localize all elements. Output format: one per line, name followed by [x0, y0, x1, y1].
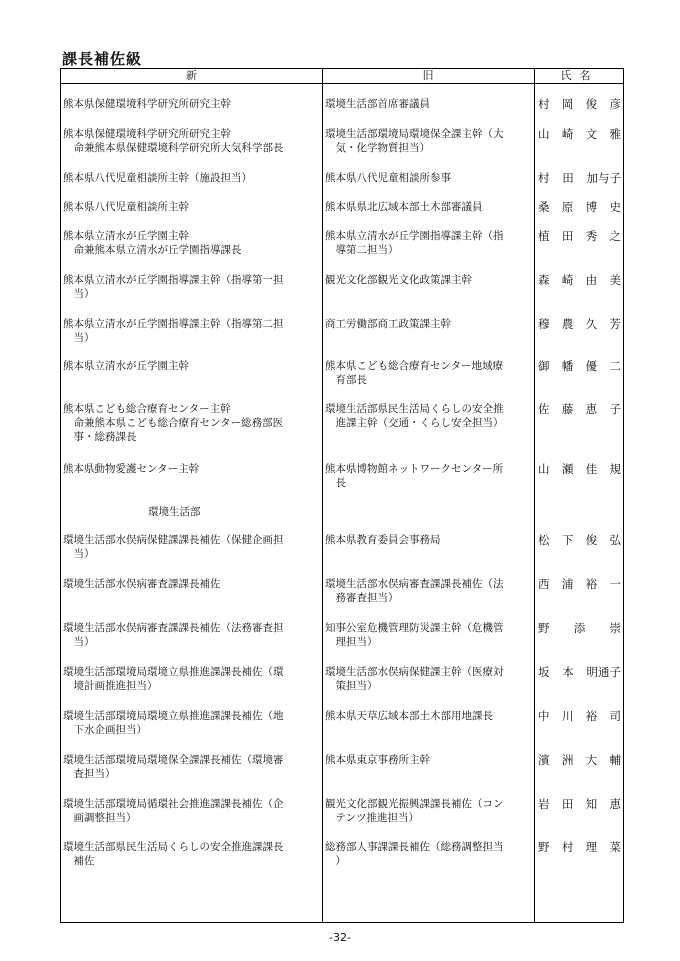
- cell-new-position: 熊本県こども総合療育センター主幹 命兼熊本県こども総合療育センター総務部医 事・総務課長: [63, 403, 284, 443]
- cell-new-position: 環境生活部水俣病審査課課長補佐（法務審査担 当）: [63, 622, 284, 648]
- cell-old-position: 熊本県教育委員会事務局: [325, 534, 441, 546]
- cell-old-position: 熊本県東京事務所主幹: [325, 754, 430, 766]
- name-part: 久: [585, 317, 598, 331]
- name-part: 秀: [585, 229, 598, 243]
- name-part: 之: [609, 229, 621, 243]
- name-part: 岩: [538, 797, 550, 811]
- name-part: 芳: [609, 317, 621, 331]
- cell-new-position: 環境生活部県民生活局くらしの安全推進課課長 補佐: [63, 841, 284, 867]
- name-part: 山: [538, 127, 550, 141]
- cell-person-name: [538, 665, 621, 679]
- name-part: 文: [585, 127, 598, 141]
- name-part: 佐: [538, 402, 550, 416]
- name-part: 一: [609, 577, 621, 591]
- cell-person-name: [538, 462, 621, 476]
- personnel-table: [60, 68, 624, 923]
- name-part: 田: [561, 229, 574, 243]
- cell-new-position: 環境生活部環境局環境立県推進課課長補佐（環 境計画推進担当）: [63, 666, 284, 692]
- name-part: 裕: [585, 577, 598, 591]
- name-part: 俊: [585, 97, 598, 111]
- cell-old-position: 熊本県こども総合療育センター地域療 育部長: [325, 360, 504, 386]
- name-part: 西: [538, 577, 550, 591]
- cell-person-name: [538, 97, 621, 111]
- cell-person-name: [538, 840, 621, 854]
- cell-old-position: 環境生活部県民生活局くらしの安全推 進課主幹（交通・くらし安全担当）: [325, 403, 504, 429]
- name-part: 崎: [561, 273, 574, 287]
- cell-new-position: 熊本県保健環境科学研究所研究主幹: [63, 98, 231, 110]
- name-part: 彦: [609, 97, 621, 111]
- name-part: 明通子: [586, 665, 621, 679]
- name-part: 輔: [609, 753, 621, 767]
- cell-person-name: [538, 171, 621, 185]
- cell-person-name: [538, 577, 621, 591]
- cell-old-position: 環境生活部環境局環境保全課主幹（大 気・化学物質担当）: [325, 128, 504, 154]
- cell-new-position: 熊本県立清水が丘学園指導課主幹（指導第二担 当）: [63, 318, 284, 344]
- cell-person-name: [538, 317, 621, 331]
- cell-old-position: 環境生活部首席審議員: [325, 98, 430, 110]
- name-part: 優: [585, 359, 598, 373]
- name-part: 田: [561, 797, 574, 811]
- cell-person-name: [538, 709, 621, 723]
- name-part: 洲: [561, 753, 574, 767]
- name-part: 野: [538, 840, 550, 854]
- name-part: 岡: [561, 97, 574, 111]
- name-part: 崎: [561, 127, 574, 141]
- name-part: 瀬: [561, 462, 574, 476]
- name-part: 農: [561, 317, 574, 331]
- name-part: 大: [585, 753, 598, 767]
- name-part: 川: [561, 709, 574, 723]
- name-part: 裕: [585, 709, 598, 723]
- name-part: 村: [561, 840, 574, 854]
- name-part: 浦: [561, 577, 574, 591]
- name-part: 藤: [561, 402, 574, 416]
- name-part: 由: [585, 273, 598, 287]
- cell-person-name: [538, 533, 621, 547]
- name-part: 森: [538, 273, 550, 287]
- cell-person-name: [538, 273, 621, 287]
- name-part: 司: [609, 709, 621, 723]
- name-part: 濱: [538, 753, 550, 767]
- cell-old-position: 観光文化部観光振興課課長補佐（コン テンツ推進担当）: [325, 798, 504, 824]
- cell-old-position: 熊本県立清水が丘学園指導課主幹（指 導第二担当）: [325, 230, 504, 256]
- cell-old-position: 熊本県八代児童相談所参事: [325, 172, 451, 184]
- name-part: 桑: [538, 200, 550, 214]
- cell-new-position: 環境生活部環境局環境保全課課長補佐（環境審 査担当）: [63, 754, 284, 780]
- cell-new-position: 環境生活部水俣病保健課課長補佐（保健企画担 当）: [63, 534, 284, 560]
- cell-person-name: [538, 402, 621, 416]
- cell-new-position: 環境生活部環境局環境立県推進課課長補佐（地 下水企画担当）: [63, 710, 284, 736]
- name-part: 佳: [585, 462, 598, 476]
- cell-old-position: 観光文化部観光文化政策課主幹: [325, 274, 472, 286]
- cell-new-position: 熊本県八代児童相談所主幹（施設担当）: [63, 172, 252, 184]
- cell-new-position: 熊本県保健環境科学研究所研究主幹 命兼熊本県保健環境科学研究所大気科学部長: [63, 128, 284, 154]
- cell-new-position: 熊本県立清水が丘学園指導課主幹（指導第一担 当）: [63, 274, 284, 300]
- name-part: 知: [585, 797, 598, 811]
- column-divider: [322, 69, 323, 922]
- name-part: 規: [609, 462, 621, 476]
- name-part: 博: [585, 200, 598, 214]
- name-part: 村: [538, 171, 550, 185]
- cell-old-position: 熊本県天草広域本部土木部用地課長: [325, 710, 493, 722]
- section-header: 環境生活部: [148, 506, 201, 518]
- cell-new-position: 熊本県立清水が丘学園主幹: [63, 360, 189, 372]
- name-part: 子: [609, 402, 621, 416]
- cell-old-position: 熊本県県北広域本部土木部審議員: [325, 201, 483, 213]
- cell-person-name: [538, 229, 621, 243]
- name-part: 中: [538, 709, 550, 723]
- cell-new-position: 熊本県動物愛護センター主幹: [63, 463, 200, 475]
- cell-person-name: [538, 127, 621, 141]
- cell-person-name: [538, 621, 621, 635]
- cell-new-position: 環境生活部水俣病審査課課長補佐: [63, 578, 221, 590]
- name-part: 幡: [561, 359, 574, 373]
- name-part: 恵: [585, 402, 598, 416]
- name-part: 野: [538, 621, 550, 635]
- cell-person-name: [538, 359, 621, 373]
- header-divider: [61, 83, 623, 84]
- name-part: 松: [538, 533, 550, 547]
- header-new: 新: [186, 69, 197, 82]
- name-part: 二: [609, 359, 621, 373]
- cell-person-name: [538, 200, 621, 214]
- cell-old-position: 熊本県博物館ネットワークセンター所 長: [325, 463, 504, 489]
- column-divider: [534, 69, 535, 922]
- cell-new-position: 熊本県八代児童相談所主幹: [63, 201, 189, 213]
- cell-new-position: 熊本県立清水が丘学園主幹 命兼熊本県立清水が丘学園指導課長: [63, 230, 242, 256]
- cell-old-position: 商工労働部商工政策課主幹: [325, 318, 451, 330]
- page-number: -32-: [329, 931, 351, 944]
- name-part: 山: [538, 462, 550, 476]
- name-part: 御: [538, 359, 550, 373]
- name-part: 俊: [585, 533, 598, 547]
- name-part: 弘: [609, 533, 621, 547]
- cell-old-position: 総務部人事課課長補佐（総務調整担当 ）: [325, 841, 504, 867]
- name-part: 原: [561, 200, 574, 214]
- name-part: 加与子: [586, 171, 621, 185]
- name-part: 村: [538, 97, 550, 111]
- name-part: 美: [609, 273, 621, 287]
- name-part: 崇: [609, 621, 621, 635]
- name-part: 下: [561, 533, 574, 547]
- name-part: 植: [538, 229, 550, 243]
- name-part: 史: [609, 200, 621, 214]
- cell-old-position: 環境生活部水俣病審査課課長補佐（法 務審査担当）: [325, 578, 504, 604]
- name-part: 坂: [538, 665, 550, 679]
- name-part: 本: [562, 665, 574, 679]
- cell-old-position: 環境生活部水俣病保健課主幹（医療対 策担当）: [325, 666, 504, 692]
- header-old: 旧: [422, 69, 434, 82]
- name-part: 雅: [609, 127, 621, 141]
- name-part: 添: [573, 621, 586, 635]
- cell-person-name: [538, 797, 621, 811]
- cell-old-position: 知事公室危機管理防災課主幹（危機管 理担当）: [325, 622, 504, 648]
- name-part: 理: [585, 840, 598, 854]
- header-name: 氏名: [560, 69, 599, 82]
- cell-new-position: 環境生活部環境局循環社会推進課課長補佐（企 画調整担当）: [63, 798, 284, 824]
- cell-person-name: [538, 753, 621, 767]
- page-title: 課長補佐級: [62, 50, 143, 68]
- name-part: 恵: [609, 797, 621, 811]
- name-part: 穆: [538, 317, 550, 331]
- name-part: 田: [562, 171, 574, 185]
- name-part: 菜: [609, 840, 621, 854]
